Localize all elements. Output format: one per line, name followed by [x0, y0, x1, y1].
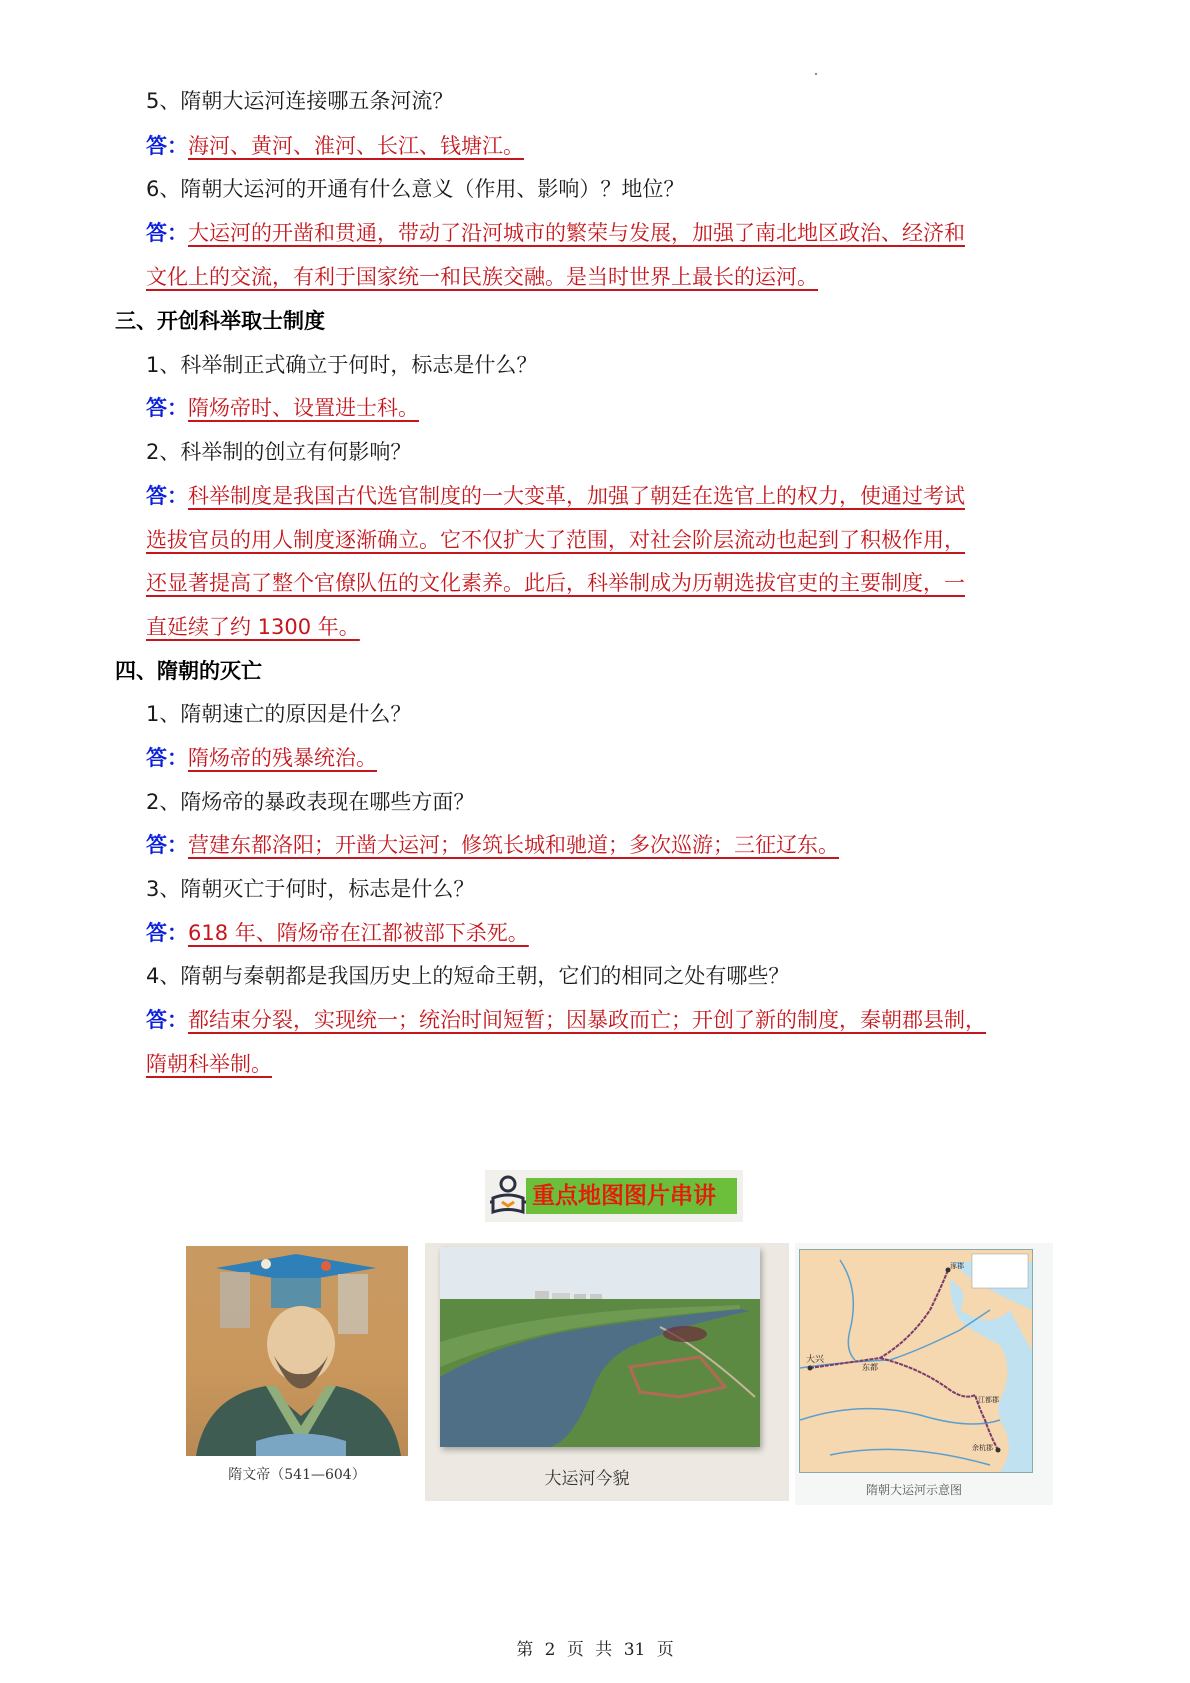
answer-5	[146, 131, 524, 161]
answer-text: 大运河的开凿和贯通，带动了沿河城市的繁荣与发展，加强了南北地区政治、经济和	[188, 221, 965, 245]
answer-label: 答：	[146, 921, 188, 945]
portrait-image	[186, 1246, 408, 1456]
reader-icon	[487, 1174, 529, 1218]
canal-photo	[440, 1247, 760, 1447]
answer-6	[146, 218, 965, 248]
answer-4-1	[146, 743, 377, 773]
answer-text: 隋炀帝时、设置进士科。	[188, 396, 419, 420]
figure-caption: 隋文帝（541—604）	[228, 1467, 366, 1483]
answer-text: 隋炀帝的残暴统治。	[188, 746, 377, 770]
svg-text:江都郡: 江都郡	[978, 1396, 999, 1404]
answer-text: 海河、黄河、淮河、长江、钱塘江。	[188, 134, 524, 158]
answer-label: 答：	[146, 396, 188, 420]
answer-text: 隋朝科举制。	[146, 1052, 272, 1076]
answer-text: 都结束分裂，实现统一；统治时间短暂；因暴政而亡；开创了新的制度，秦朝郡县制，	[188, 1008, 986, 1032]
answer-6-cont	[146, 262, 818, 292]
answer-3-2-cont	[146, 568, 965, 598]
answer-label: 答：	[146, 221, 188, 245]
question-3-2: 2、科举制的创立有何影响？	[146, 440, 412, 464]
figure-canal-photo	[425, 1243, 789, 1501]
page-number: 第 2 页 共 31 页	[516, 1640, 674, 1660]
figure-portrait	[186, 1246, 408, 1500]
answer-3-1	[146, 393, 419, 423]
section-banner	[485, 1170, 743, 1222]
answer-label: 答：	[146, 484, 188, 508]
stray-mark	[815, 73, 817, 75]
question-3-1: 1、科举制正式确立于何时，标志是什么？	[146, 353, 538, 377]
answer-label: 答：	[146, 746, 188, 770]
answer-4-3	[146, 918, 529, 948]
answer-text: 科举制度是我国古代选官制度的一大变革，加强了朝廷在选官上的权力，使通过考试	[188, 484, 965, 508]
answer-4-4	[146, 1005, 986, 1035]
answer-text: 选拔官员的用人制度逐渐确立。它不仅扩大了范围，对社会阶层流动也起到了积极作用，	[146, 528, 965, 552]
figure-caption: 大运河今貌	[544, 1469, 630, 1489]
answer-3-2-cont	[146, 525, 965, 555]
figure-canal-map	[795, 1243, 1053, 1505]
section-heading-3: 三、开创科举取士制度	[115, 309, 325, 333]
question-4-1: 1、隋朝速亡的原因是什么？	[146, 702, 412, 726]
question-6: 6、隋朝大运河的开通有什么意义（作用、影响）？地位？	[146, 177, 685, 201]
answer-text: 营建东都洛阳；开凿大运河；修筑长城和驰道；多次巡游；三征辽东。	[188, 833, 839, 857]
answer-label: 答：	[146, 1008, 188, 1032]
section-heading-4: 四、隋朝的灭亡	[115, 659, 262, 683]
svg-text:余杭郡: 余杭郡	[972, 1444, 993, 1452]
banner-title-box	[526, 1178, 737, 1214]
banner-title: 重点地图图片串讲	[532, 1183, 716, 1209]
answer-4-4-cont	[146, 1049, 272, 1079]
answer-4-2	[146, 830, 839, 860]
answer-label: 答：	[146, 134, 188, 158]
question-4-4: 4、隋朝与秦朝都是我国历史上的短命王朝，它们的相同之处有哪些？	[146, 964, 790, 988]
answer-text: 直延续了约 1300 年。	[146, 615, 360, 639]
question-5: 5、隋朝大运河连接哪五条河流？	[146, 89, 454, 113]
question-4-2: 2、隋炀帝的暴政表现在哪些方面？	[146, 790, 475, 814]
svg-text:涿郡: 涿郡	[950, 1262, 964, 1270]
svg-text:大兴: 大兴	[806, 1355, 825, 1365]
answer-3-2	[146, 481, 965, 511]
answer-text: 618 年、隋炀帝在江都被部下杀死。	[188, 921, 529, 945]
answer-label: 答：	[146, 833, 188, 857]
question-4-3: 3、隋朝灭亡于何时，标志是什么？	[146, 877, 475, 901]
answer-3-2-cont	[146, 612, 360, 642]
answer-text: 还显著提高了整个官僚队伍的文化素养。此后，科举制成为历朝选拔官吏的主要制度，一	[146, 571, 965, 595]
answer-text: 文化上的交流，有利于国家统一和民族交融。是当时世界上最长的运河。	[146, 265, 818, 289]
figure-caption: 隋朝大运河示意图	[865, 1483, 962, 1497]
svg-text:东都: 东都	[862, 1363, 878, 1372]
canal-map	[799, 1249, 1033, 1473]
